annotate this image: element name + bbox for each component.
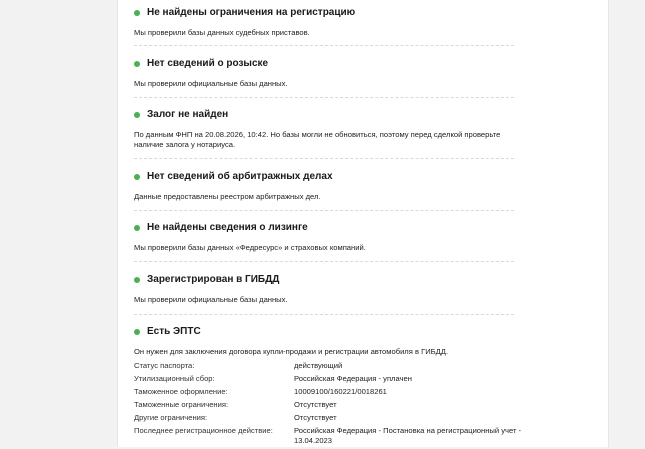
status-ok-icon	[134, 174, 140, 180]
detail-label: Таможенное оформление:	[134, 387, 228, 396]
detail-value: 10009100/160221/0018261	[294, 387, 387, 396]
divider	[134, 97, 514, 98]
detail-row	[134, 400, 524, 410]
status-ok-icon	[134, 61, 140, 67]
report-card	[117, 0, 609, 447]
section-description: Мы проверили официальные базы данных.	[134, 79, 288, 88]
divider	[134, 210, 514, 211]
detail-label: Статус паспорта:	[134, 361, 195, 370]
epts-details	[134, 361, 524, 449]
section-description: По данным ФНП на 20.08.2026, 10:42. Но базы могли не обновиться, поэтому перед сделкой проверьте наличие залога у нотариуса.	[134, 130, 501, 149]
detail-row	[134, 387, 524, 397]
section-title: Нет сведений о розыске	[147, 58, 269, 69]
section-title: Зарегистрирован в ГИБДД	[147, 274, 280, 285]
detail-row	[134, 413, 524, 423]
check-leasing	[134, 221, 514, 253]
check-epts	[134, 325, 514, 357]
detail-label: Последнее регистрационное действие:	[134, 426, 273, 435]
detail-row	[134, 374, 524, 384]
section-title: Нет сведений об арбитражных делах	[147, 171, 333, 182]
status-ok-icon	[134, 225, 140, 231]
detail-value: Российская Федерация - уплачен	[294, 374, 412, 383]
section-description: Мы проверили базы данных судебных приставов.	[134, 28, 310, 37]
section-description: Данные предоставлены реестром арбитражных дел.	[134, 192, 321, 201]
check-registration-restrictions	[134, 6, 514, 38]
detail-value: Отсутствует	[294, 400, 337, 409]
status-ok-icon	[134, 10, 140, 16]
section-description: Мы проверили официальные базы данных.	[134, 295, 288, 304]
section-title: Не найдены сведения о лизинге	[147, 222, 308, 233]
detail-value: Российская Федерация - Постановка на регистрационный учет - 13.04.2023	[294, 426, 522, 445]
section-description: Он нужен для заключения договора купли-продажи и регистрации автомобиля в ГИБДД.	[134, 347, 449, 356]
section-title: Не найдены ограничения на регистрацию	[147, 7, 356, 18]
check-wanted	[134, 57, 514, 89]
status-ok-icon	[134, 277, 140, 283]
detail-label: Другие ограничения:	[134, 413, 208, 422]
divider	[134, 158, 514, 159]
detail-label: Таможенные ограничения:	[134, 400, 229, 409]
section-title: Залог не найден	[147, 109, 229, 120]
divider	[134, 314, 514, 315]
status-ok-icon	[134, 329, 140, 335]
divider	[134, 45, 514, 46]
detail-row	[134, 361, 524, 371]
detail-row	[134, 426, 524, 446]
section-title: Есть ЭПТС	[147, 326, 201, 337]
check-pledge	[134, 108, 514, 150]
divider	[134, 261, 514, 262]
detail-value: действующий	[294, 361, 343, 370]
section-description: Мы проверили базы данных «Федресурс» и страховых компаний.	[134, 243, 366, 252]
detail-value: Отсутствует	[294, 413, 337, 422]
status-ok-icon	[134, 112, 140, 118]
check-gibdd-registration	[134, 273, 514, 305]
detail-label: Утилизационный сбор:	[134, 374, 215, 383]
check-arbitration	[134, 170, 514, 202]
